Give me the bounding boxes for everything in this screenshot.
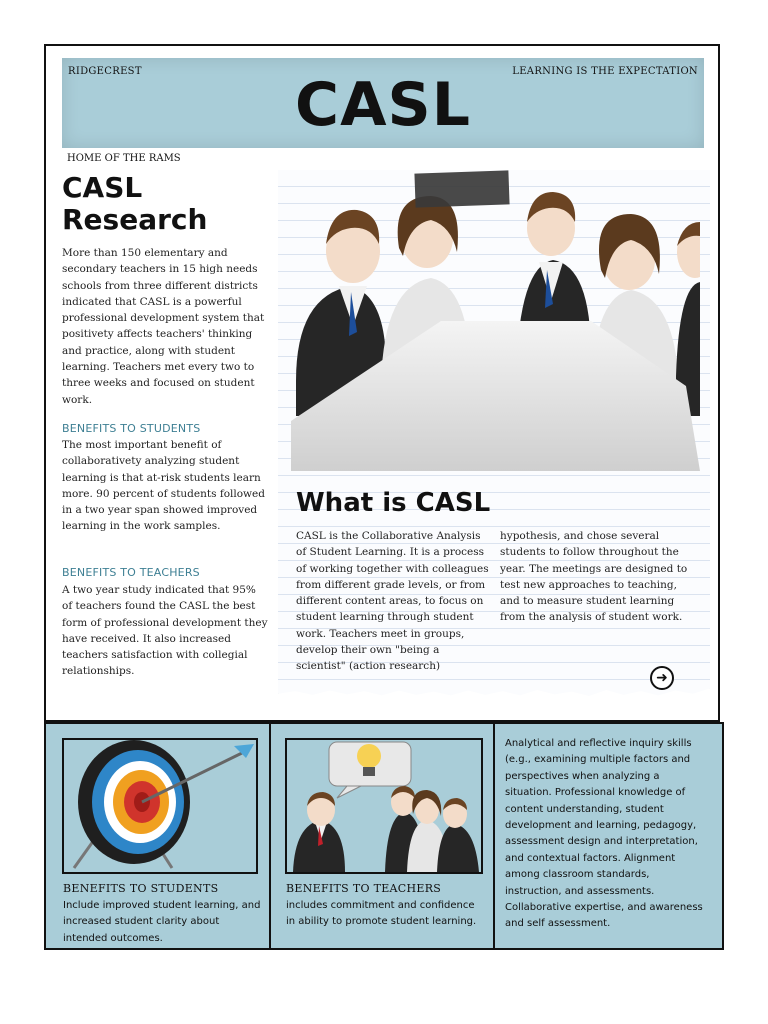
research-heading-line2: Research — [62, 203, 208, 236]
bottom-students-body: Include improved student learning, and increased student clarity about intended outcomes. — [63, 900, 261, 944]
benefits-teachers-heading: BENEFITS TO TEACHERS — [62, 566, 200, 579]
meeting-illustration — [291, 186, 700, 471]
team-illustration — [287, 740, 481, 872]
bottom-students-heading: BENEFITS TO STUDENTS — [63, 882, 219, 895]
benefits-teachers-body: A two year study indicated that 95% of teachers found the CASL the best form of professional development they have received. It also increased teachers satisfaction with collegial relationships. — [62, 584, 268, 678]
benefits-students-body: The most important benefit of collaborativety analyzing student learning is that at-risk students learn more. 90 percent of students followed in a two year span showed improved learning in the work samples. — [62, 439, 265, 533]
panel-divider — [269, 722, 271, 950]
research-heading — [62, 172, 272, 236]
what-is-column-2: hypothesis, and chose several students to follow throughout the year. The meetings are designed to test new approaches to teaching, and to measure student learning from the analysis of student work. — [500, 530, 688, 624]
newsletter-title: CASL — [295, 70, 471, 140]
what-is-heading: What is CASL — [296, 488, 491, 518]
panel-divider — [493, 722, 495, 950]
masthead-banner — [62, 58, 704, 148]
motto: LEARNING IS THE EXPECTATION — [512, 66, 698, 77]
arrow-right-circle-icon[interactable]: ➜ — [650, 666, 674, 690]
tape-strip — [414, 170, 509, 207]
bottom-teachers-body: includes commitment and confidence in ability to promote student learning. — [286, 900, 477, 928]
school-name: RIDGECREST — [68, 66, 142, 77]
tagline: HOME OF THE RAMS — [67, 153, 181, 164]
target-icon — [64, 740, 256, 872]
target-panel — [62, 738, 258, 874]
teachers-panel — [285, 738, 483, 874]
what-is-column-1: CASL is the Collaborative Analysis of Student Learning. It is a process of working together with colleagues from different grade levels, or from different content areas, to focus on student learning through student work. Teachers meet in groups, develop their own "being a scientist" (action research) — [296, 530, 489, 673]
research-heading-line1: CASL — [62, 171, 143, 204]
research-body: More than 150 elementary and secondary teachers in 15 high needs schools from three different districts indicated that CASL is a powerful professional development system that positivety affects teachers' thinking and practice, along with student learning. Teachers met every two to three weeks and focused on student work. — [62, 247, 265, 406]
bottom-teachers-heading: BENEFITS TO TEACHERS — [286, 882, 442, 895]
skills-body: Analytical and reflective inquiry skills (e.g., examining multiple factors and perspectives when analyzing a situation. Professional knowledge of content understanding, student development and learning, pedagogy, assessment design and interpretation, and contextual factors. Alignment among classroom standards, instruction, and assessments. Collaborative expertise, and awareness and self assessment. — [505, 738, 703, 930]
benefits-students-heading: BENEFITS TO STUDENTS — [62, 422, 201, 435]
